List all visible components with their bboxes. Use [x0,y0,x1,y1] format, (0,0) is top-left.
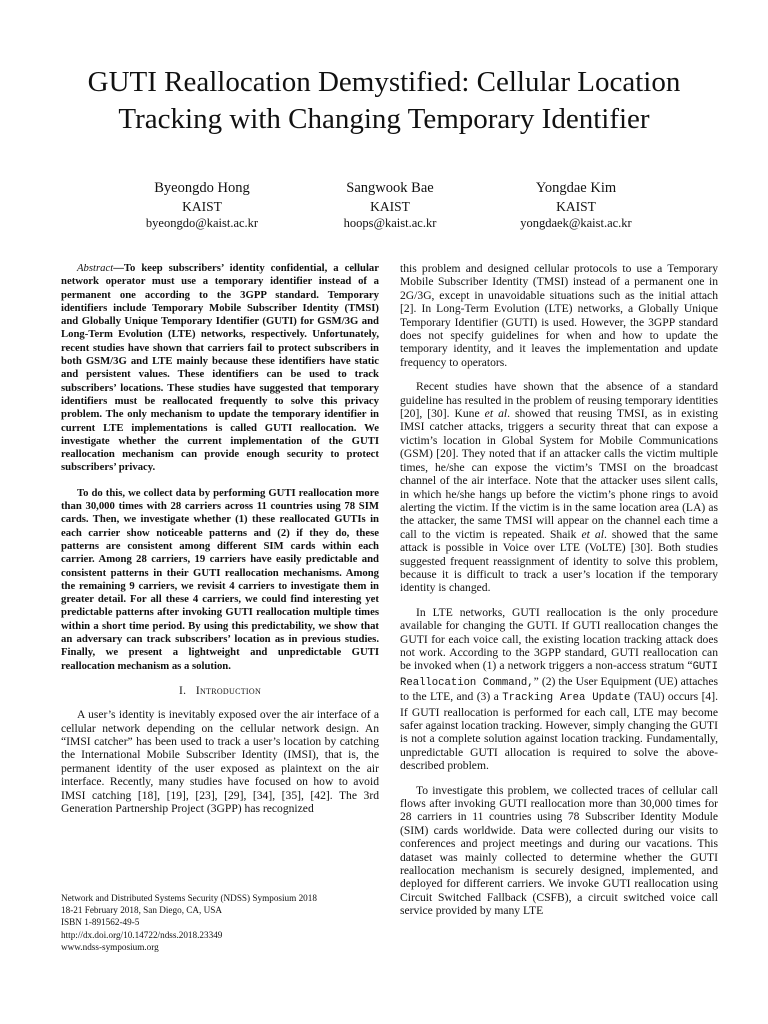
author-email: yongdaek@kaist.ac.kr [520,216,632,230]
title-line-2: Tracking with Changing Temporary Identifier [118,103,650,135]
footer-line: ISBN 1-891562-49-5 [61,917,140,928]
author-affiliation: KAIST [182,199,222,214]
author-name: Sangwook Bae [346,180,434,196]
et-al: et al [581,527,604,541]
section-number: I. [178,684,187,697]
right-paragraph-2 [400,380,718,595]
et-al: et al [484,407,508,421]
code-term: Tracking Area Update [502,692,631,705]
paper-title [40,64,728,138]
author-email: byeongdo@kaist.ac.kr [145,216,259,230]
text-span: In LTE networks, GUTI reallocation is the only procedure available for changing the GUTI. If GUTI reallocation changes the GUTI for each voice call, the existing location tracking attack does not work. According to the 3GPP standard, GUTI reallocation can be invoked when (1) a network triggers a non-access stratum “ [400,605,718,673]
author-email: hoops@kaist.ac.kr [343,216,437,230]
section-heading [61,685,379,698]
text-span: ” (2) the User Equipment (UE) attaches to the LTE, and (3) a [400,674,718,704]
intro-paragraph-1: A user’s identity is inevitably exposed over the air interface of a cellular network depending on the cellular network design. An “IMSI catcher” has been used to track a user’s location by catching the International Mobile Subscriber Identity (IMSI), that is, the permanent identity of the user exposed as plaintext on the air interface. Recently, many studies have focused on how to avoid IMSI catching [18], [19], [23], [29], [34], [35], [42]. The 3rd Generation Partnership Project (3GPP) has recognized [61,708,379,816]
abstract-label: Abstract [77,262,114,274]
author-3 [476,180,676,232]
footer-doi-link[interactable]: http://dx.doi.org/10.14722/ndss.2018.23349 [61,929,223,940]
text-span: (TAU) occurs [4]. If GUTI reallocation is performed for each call, LTE may become safer against location tracking. However, simply changing the GUTI is not a complete solution against location tracking. Fundamentally, unpredictable GUTI allocation is required to solve the above-described problem. [400,690,718,773]
author-1 [102,180,302,232]
author-affiliation: KAIST [556,199,596,214]
title-line-1: GUTI Reallocation Demystified: Cellular Location [87,66,681,98]
author-name: Yongdae Kim [535,180,617,196]
right-paragraph-4: To investigate this problem, we collected traces of cellular call flows after invoking GUTI reallocation more than 30,000 times for 28 carriers in 11 countries using 78 Subscriber Identity Module (SIM) cards worldwide. Data were collected during our visits to conferences and project meetings and during our vacations. This dataset was mainly collected to determine whether the GUTI reallocation mechanism is securely designed, implemented, and deployed for different carriers. We invoke GUTI reallocation using Circuit Switched Fallback (CSFB), a circuit switched voice call service provided by many LTE [400,783,718,918]
abstract-paragraph-1 [61,262,379,475]
text-span: Recent studies have shown that the absence of a standard guideline has resulted in the problem of reusing temporary identities [20], [30]. Kune [400,380,718,421]
left-column [61,262,379,826]
code-term: GUTI Reallocation Command, [400,661,718,689]
text-span: . showed that reusing TMSI, as in existing IMSI catcher attacks, triggers a security threat that can expose a victim’s location in Global System for Mobile Communications (GSM) [20]. They noted that if an attacker calls the victim multiple times, he/she can expose the victim’s TMSI on the broadcast channel of the air interface. Note that the attacker uses silent calls, in which he/she hangs up before the victim’s phone rings to avoid alerting the victim. If the victim is in the same location area (LA) as the attacker, the same TMSI will appear on the channel each time a call to the victim is repeated. Shaik [400,407,718,541]
footer-notice [61,892,379,953]
footer-line: Network and Distributed Systems Security (NDSS) Symposium 2018 [61,893,317,903]
section-title: Introduction [195,684,262,697]
footer-line: 18-21 February 2018, San Diego, CA, USA [61,905,223,916]
author-name: Byeongdo Hong [154,180,250,196]
right-column [400,262,718,929]
author-affiliation: KAIST [370,199,410,214]
author-2 [290,180,490,232]
right-paragraph-1: this problem and designed cellular protocols to use a Temporary Mobile Subscriber Identity (TMSI) instead of a permanent one in 2G/3G, except in unavoidable situations such as the initial attach [2]. In Long-Term Evolution (LTE) networks, a Globally Unique Temporary Identifier (GUTI) is used. However, the 3GPP standard does not specify guidelines for when and how to update the temporary identity, and it leaves the implementation and update frequency to operators. [400,262,718,369]
abstract-text: —To keep subscribers’ identity confidential, a cellular network operator must use a temporary identifier instead of a permanent one according to the 3GPP standard. Temporary identifiers include Temporary Mobile Subscriber Identity (TMSI) and Globally Unique Temporary Identifier (GUTI) for GSM/3G and Long-Term Evolution (LTE) networks, respectively. Unfortunately, recent studies have shown that carriers fail to protect subscribers in both GSM/3G and LTE mainly because these identifiers have static and persistent values. These identifiers can be used to track subscribers’ locations. These studies have suggested that temporary identifiers must be reallocated frequently to solve this privacy problem. The only mechanism to update the temporary identifier in current LTE implementations is called GUTI reallocation. We investigate whether the current implementation of the GUTI reallocation mechanism can provide enough security to protect subscribers’ privacy. [61,262,379,474]
right-paragraph-3 [400,606,718,773]
footer-website-link[interactable]: www.ndss-symposium.org [61,941,159,952]
abstract-paragraph-2: To do this, we collect data by performing GUTI reallocation more than 30,000 times with 28 carriers across 11 countries using 78 SIM cards. Then, we investigate whether (1) these reallocated GUTIs in each carrier show noticeable patterns and (2) if they do, these patterns are consistent among different SIM cards within each carrier. Among 28 carriers, 19 carriers have easily predictable and consistent patterns in their GUTI reallocation mechanisms. Among the remaining 9 carriers, we revisit 4 carriers to investigate them in greater detail. For all these 4 carriers, we could find interesting yet predictable patterns after invoking GUTI reallocation multiple times within a short time period. By using this predictability, we show that an adversary can track subscribers’ location as in previous studies. Finally, we present a lightweight and unpredictable GUTI reallocation mechanism as a solution. [61,486,379,672]
text-span: . showed that the same attack is possible in Voice over LTE (VoLTE) [30]. Both studies suggested frequent reassignment of identity to solve this problem, because it is difficult to track a user’s location if the temporary identity is changed. [400,527,718,595]
